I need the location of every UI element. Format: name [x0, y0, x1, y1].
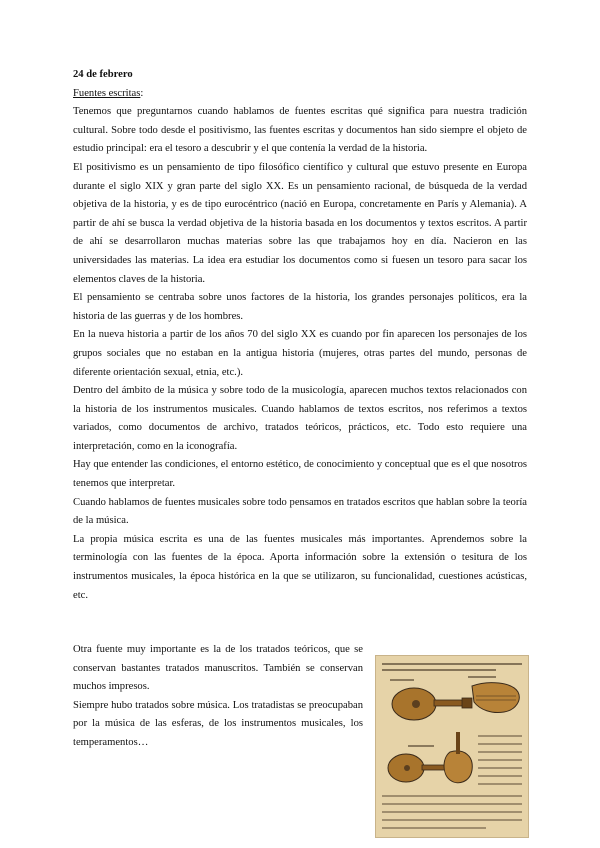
paragraph: En la nueva historia a partir de los años 70 del siglo XX es cuando por fin aparecen los personajes de los grupos sociales que no estaban en la antigua historia (mujeres, otras partes del mundo, personas de diferente orientación sexual, etnia, etc.).: [73, 329, 527, 378]
date-heading: 24 de febrero: [73, 69, 133, 80]
paragraph: Tenemos que preguntarnos cuando hablamos de fuentes escritas qué significa para nuestra tradición cultural. Sobre todo desde el positivismo, las fuentes escritas y documentos han sido siempre el objeto de estudio principal: era el tesoro a descubrir y el que contenía la verdad de la historia.: [73, 106, 527, 155]
section-heading: [73, 85, 527, 104]
rebec-lower: [444, 732, 472, 783]
document-body: [73, 66, 527, 605]
section-colon: :: [140, 87, 144, 99]
paragraph: Hay que entender las condiciones, el entorno estético, de conocimiento y conceptual que es el que nosotros tenemos que interpretar.: [73, 459, 527, 490]
bottom-section: [73, 641, 527, 753]
paragraph: Cuando hablamos de fuentes musicales sobre todo pensamos en tratados escritos que hablan sobre la teoría de la música.: [73, 496, 527, 527]
instrument-engraving: [376, 656, 528, 837]
paragraph: El pensamiento se centraba sobre unos factores de la historia, los grandes personajes políticos, era la historia de las guerras y de los hombres.: [73, 292, 527, 322]
lute-upper: [392, 688, 472, 720]
instrument-illustration: [375, 655, 529, 838]
paragraph: El positivismo es un pensamiento de tipo filosófico científico y cultural que estuvo presente en Europa durante el siglo XIX y gran parte del siglo XX. Es un pensamiento racional, de búsqueda de la verdad objetiva de la historia, y es de tipo eurocéntrico (nació en Europa, concretamente en París y Alemania). A partir de ahí se busca la verdad objetiva de la historia basada en los documentos y textos escritos. A partir de ahí se desarrollaron muchas materias sobre las que trabajamos hoy en día. Nacieron en las universidades las materias. La idea era estudiar los documentos como si fuesen un tesoro para sacar los elementos claves de la historia.: [73, 161, 527, 285]
lute-lower: [388, 754, 446, 782]
paragraph: Dentro del ámbito de la música y sobre todo de la musicología, aparecen muchos textos relacionados con la historia de los instrumentos musicales. Cuando hablamos de textos escritos, nos referimos a textos variados, como documentos de archivo, tratados teóricos, prácticos, etc. Todo esto requiere una interpretación, como en la iconografía.: [73, 385, 527, 452]
paragraph: Otra fuente muy importante es la de los tratados teóricos, que se conservan bastantes tratados manuscritos. También se conservan muchos impresos.: [73, 644, 363, 693]
header-script-lines: [382, 664, 522, 670]
section-title: Fuentes escritas: [73, 87, 141, 99]
bottom-text: [73, 641, 363, 753]
paragraph: Siempre hubo tratados sobre música. Los tratadistas se preocupaban por la música de las esferas, de los instrumentos musicales, los temperamentos…: [73, 699, 363, 748]
paragraph: La propia música escrita es una de las fuentes musicales más importantes. Aprendemos sobre la terminología con las fuentes de la época. Aporta información sobre la extensión o tesitura de los instrumentos musicales, la época histórica en la que se utilizaron, su funcionalidad, cuestiones acústicas, etc.: [73, 533, 527, 601]
viol-upper: [472, 683, 519, 713]
